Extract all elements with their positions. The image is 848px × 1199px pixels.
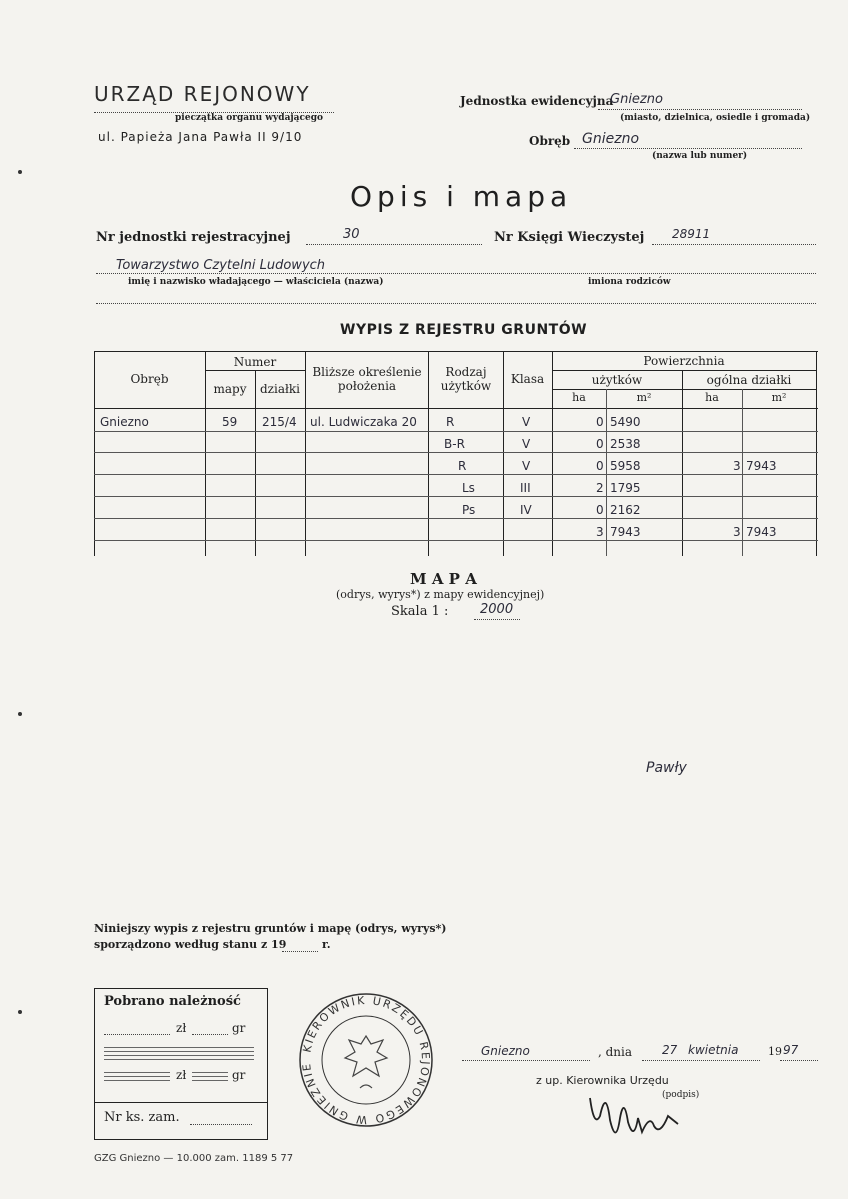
th-ogolna: ogólna działki [706,373,792,387]
unit-value: Gniezno [610,92,663,107]
cell-ha: 0 [596,415,604,429]
handwritten-signature [560,1086,710,1142]
book-label: Nr Księgi Wieczystej [494,230,645,245]
cell-rodzaj: R [458,459,467,473]
map-scale-value: 2000 [480,602,514,617]
th-m2: m² [636,391,652,404]
signatory: z up. Kierownika Urzędu [536,1074,669,1087]
th-numer: Numer [233,355,277,369]
year-prefix: 19 [768,1045,782,1058]
precinct-value: Gniezno [582,131,640,147]
fee-zl-1: zł [176,1021,187,1035]
cell-ha: 2 [596,481,604,495]
cell-og-m2-total: 7943 [746,525,777,539]
cell-m2: 2538 [610,437,641,451]
cell-mapy: 59 [222,415,238,429]
cell-m2-total: 7943 [610,525,641,539]
cell-rodzaj: R [446,415,455,429]
initials-signature: Pawły [646,760,687,776]
cell-rodzaj: Ps [462,503,476,517]
margin-speck [18,1010,22,1014]
th-area: Powierzchnia [643,354,725,368]
cell-dzialki: 215/4 [262,415,297,429]
cell-ha: 0 [596,503,604,517]
statement-line1: Niniejszy wypis z rejestru gruntów i mapę (odrys, wyrys*) [94,922,447,935]
precinct-caption: (nazwa lub numer) [652,151,748,161]
statement-year-line [282,951,318,952]
cell-klasa: V [522,415,531,429]
cell-m2: 5490 [610,415,641,429]
place-value: Gniezno [481,1044,530,1058]
cell-ha: 0 [596,437,604,451]
th-uzytkow: użytków [591,373,643,387]
cell-m2: 1795 [610,481,641,495]
cell-og-ha: 3 [733,459,741,473]
signature-caption: (podpis) [662,1090,700,1100]
cell-klasa: III [520,481,531,495]
th-m2-total: m² [771,391,787,404]
cell-ha: 0 [596,459,604,473]
eagle-emblem-icon [345,1036,387,1088]
cell-rodzaj: B-R [444,437,465,451]
page-title: Opis i mapa [350,180,573,213]
seal-text: KIEROWNIK URZĘDU REJONOWEGO W GNIEŹNIE [299,993,433,1127]
owner-caption: imię i nazwisko władającego — właściciela (nazwa) [128,277,384,287]
cell-location: ul. Ludwiczaka 20 [310,415,417,429]
cell-ha-total: 3 [596,525,604,539]
parents-caption: imiona rodziców [588,277,671,287]
cell-og-m2: 7943 [746,459,777,473]
fee-title: Pobrano należność [104,994,241,1009]
owner-value: Towarzystwo Czytelni Ludowych [116,258,326,273]
register-title: WYPIS Z REJESTRU GRUNTÓW [340,322,588,338]
fee-zl-2: zł [176,1068,187,1082]
th-obreb: Obręb [130,372,169,386]
fee-gr-2: gr [232,1068,246,1082]
office-title: URZĄD REJONOWY [94,82,311,106]
unit-no-value: 30 [343,227,360,242]
th-klasa: Klasa [510,372,545,386]
cell-obreb: Gniezno [100,415,149,429]
statement-line2: sporządzono według stanu z 19 [94,938,287,951]
th-location: Bliższe określenie położenia [312,365,422,393]
cell-klasa: V [522,437,531,451]
ref-label: Nr ks. zam. [104,1110,180,1125]
map-scale-line [474,619,520,620]
year-value: 97 [783,1043,799,1057]
unit-caption: (miasto, dzielnica, osiedle i gromada) [620,113,811,123]
cell-m2: 2162 [610,503,641,517]
date-label: , dnia [598,1045,633,1059]
precinct-label: Obręb [529,134,571,148]
book-value: 28911 [672,227,711,241]
unit-label: Jednostka ewidencyjna [460,94,614,108]
th-dzialki: działki [260,382,300,396]
fee-gr-1: gr [232,1021,246,1035]
office-address: ul. Papieża Jana Pawła II 9/10 [98,130,303,144]
round-seal [296,990,436,1130]
th-rodzaj: Rodzaj użytków [440,365,492,393]
cell-klasa: V [522,459,531,473]
cell-klasa: IV [520,503,532,517]
print-info: GZG Gniezno — 10.000 zam. 1189 5 77 [94,1153,294,1164]
th-mapy: mapy [213,382,247,396]
cell-m2: 5958 [610,459,641,473]
margin-speck [18,712,22,716]
th-ha-total: ha [705,391,719,404]
date-month: kwietnia [688,1043,739,1057]
office-stamp-caption: pieczątka organu wydającego [175,113,323,123]
cell-og-ha-total: 3 [733,525,741,539]
map-title: M A P A [410,570,477,588]
statement-suffix: r. [322,938,331,951]
map-scale-label: Skala 1 : [391,604,449,619]
unit-no-label: Nr jednostki rejestracyjnej [96,230,291,245]
th-ha: ha [572,391,586,404]
map-subtitle: (odrys, wyrys*) z mapy ewidencyjnej) [336,588,545,601]
cell-rodzaj: Ls [462,481,475,495]
date-day: 27 [662,1043,678,1057]
